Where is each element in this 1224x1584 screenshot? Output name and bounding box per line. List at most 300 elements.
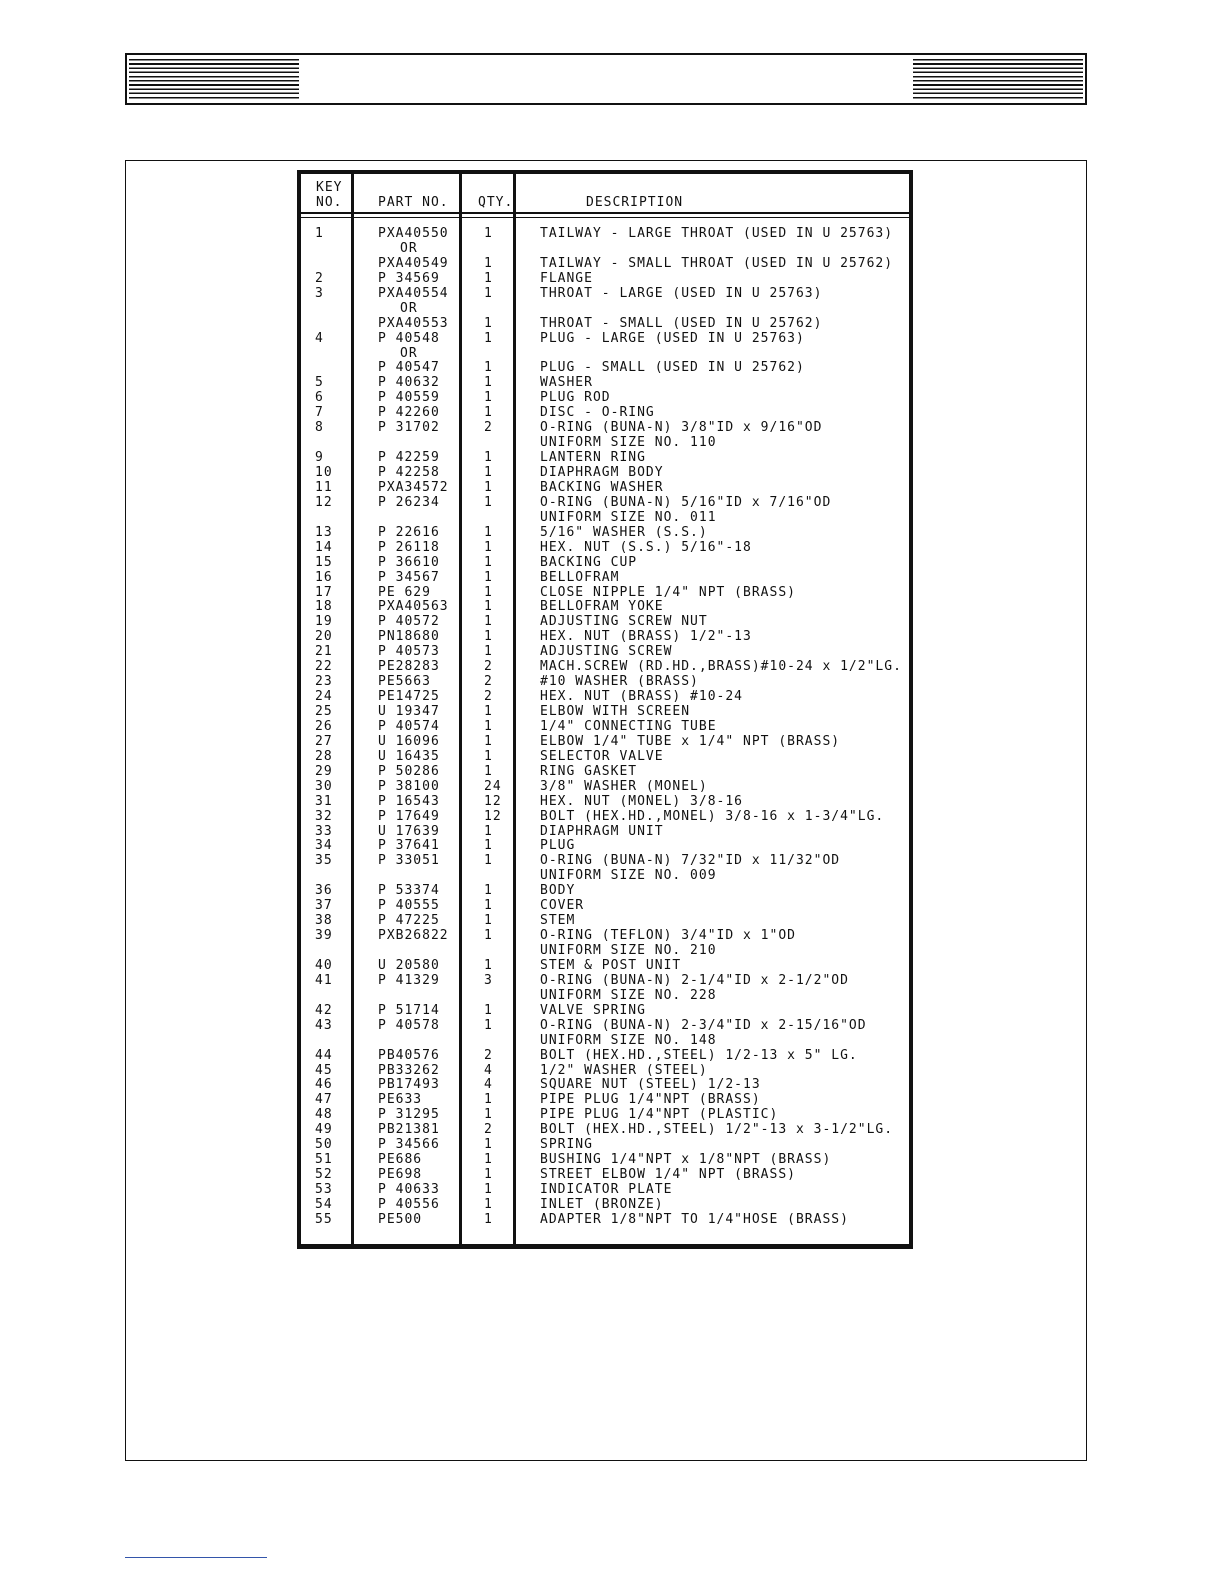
qty-cell: 1 bbox=[484, 226, 493, 241]
qty-cell: 1 bbox=[484, 823, 493, 839]
description-cell: PLUG - SMALL (USED IN U 25762) bbox=[540, 360, 805, 376]
header-stripes-left bbox=[129, 59, 299, 101]
table-row bbox=[301, 1197, 909, 1212]
qty-cell: 1 bbox=[484, 390, 493, 406]
key-cell: 26 bbox=[315, 718, 333, 734]
table-row bbox=[301, 271, 909, 286]
qty-cell: 3 bbox=[484, 972, 493, 988]
table-row bbox=[301, 659, 909, 674]
key-cell: 54 bbox=[315, 1196, 333, 1212]
table-row bbox=[301, 689, 909, 704]
table-row bbox=[301, 809, 909, 824]
part-no-cell: PE14725 bbox=[378, 689, 440, 705]
description-cell: BACKING WASHER bbox=[540, 479, 664, 495]
qty-cell: 1 bbox=[484, 733, 493, 749]
description-cell: STREET ELBOW 1/4" NPT (BRASS) bbox=[540, 1167, 796, 1183]
key-cell: 4 bbox=[315, 330, 324, 346]
part-no-cell: P 40555 bbox=[378, 898, 440, 914]
table-row bbox=[301, 838, 909, 853]
key-cell: 41 bbox=[315, 972, 333, 988]
description-cell: LANTERN RING bbox=[540, 450, 646, 466]
key-cell: 21 bbox=[315, 644, 333, 660]
table-row bbox=[301, 405, 909, 420]
qty-cell: 1 bbox=[484, 569, 493, 585]
qty-cell: 1 bbox=[484, 255, 493, 271]
table-row bbox=[301, 898, 909, 913]
table-row bbox=[301, 241, 909, 256]
description-cell: UNIFORM SIZE NO. 210 bbox=[540, 943, 717, 958]
description-cell: 1/2" WASHER (STEEL) bbox=[540, 1062, 708, 1078]
table-row bbox=[301, 913, 909, 928]
description-cell: BOLT (HEX.HD.,STEEL) 1/2"-13 x 3-1/2"LG. bbox=[540, 1122, 894, 1138]
key-cell: 6 bbox=[315, 390, 324, 406]
description-cell: MACH.SCREW (RD.HD.,BRASS)#10-24 x 1/2"LG. bbox=[540, 659, 902, 675]
part-no-cell: P 26234 bbox=[378, 494, 440, 510]
key-cell: 28 bbox=[315, 748, 333, 764]
key-cell: 43 bbox=[315, 1017, 333, 1033]
part-no-cell: PE686 bbox=[378, 1152, 423, 1168]
part-no-cell: P 42258 bbox=[378, 465, 440, 480]
part-no-cell: P 34567 bbox=[378, 569, 440, 585]
part-no-cell: PXA40554 bbox=[378, 285, 449, 301]
table-row bbox=[301, 764, 909, 779]
part-no-cell: P 41329 bbox=[378, 972, 440, 988]
table-row bbox=[301, 973, 909, 988]
table-row bbox=[301, 390, 909, 405]
table-row bbox=[301, 346, 909, 361]
table-row bbox=[301, 495, 909, 510]
part-no-cell: P 17649 bbox=[378, 808, 440, 824]
description-cell: THROAT - SMALL (USED IN U 25762) bbox=[540, 315, 823, 331]
description-cell: BELLOFRAM bbox=[540, 569, 620, 585]
description-cell: HEX. NUT (MONEL) 3/8-16 bbox=[540, 793, 744, 809]
description-cell: TAILWAY - LARGE THROAT (USED IN U 25763) bbox=[540, 226, 894, 241]
description-cell: O-RING (BUNA-N) 3/8"ID x 9/16"OD bbox=[540, 420, 823, 436]
qty-cell: 2 bbox=[484, 1122, 493, 1138]
table-row bbox=[301, 555, 909, 570]
part-no-cell: P 40633 bbox=[378, 1182, 440, 1197]
or-label: OR bbox=[400, 240, 418, 256]
table-row bbox=[301, 1003, 909, 1018]
table-row bbox=[301, 301, 909, 316]
part-no-cell: PE 629 bbox=[378, 584, 431, 600]
table-row bbox=[301, 958, 909, 973]
key-cell: 40 bbox=[315, 957, 333, 973]
or-label: OR bbox=[400, 345, 418, 361]
part-no-cell: P 40574 bbox=[378, 718, 440, 734]
header-description: DESCRIPTION bbox=[586, 195, 684, 210]
part-no-cell: P 31295 bbox=[378, 1107, 440, 1123]
table-row bbox=[301, 719, 909, 734]
description-cell: ADJUSTING SCREW NUT bbox=[540, 614, 708, 630]
qty-cell: 1 bbox=[484, 270, 493, 286]
qty-cell: 1 bbox=[484, 1092, 493, 1108]
qty-cell: 1 bbox=[484, 330, 493, 346]
description-cell: BOLT (HEX.HD.,STEEL) 1/2-13 x 5" LG. bbox=[540, 1047, 858, 1063]
qty-cell: 12 bbox=[484, 808, 502, 824]
part-no-cell: PB17493 bbox=[378, 1077, 440, 1093]
description-cell: BUSHING 1/4"NPT x 1/8"NPT (BRASS) bbox=[540, 1152, 832, 1168]
key-cell: 49 bbox=[315, 1122, 333, 1138]
description-cell: CLOSE NIPPLE 1/4" NPT (BRASS) bbox=[540, 584, 796, 600]
part-no-cell: P 40632 bbox=[378, 375, 440, 391]
description-cell: VALVE SPRING bbox=[540, 1002, 646, 1018]
description-cell: STEM & POST UNIT bbox=[540, 957, 682, 973]
description-cell: INLET (BRONZE) bbox=[540, 1196, 664, 1212]
description-cell: SELECTOR VALVE bbox=[540, 748, 664, 764]
header-stripes-right bbox=[913, 59, 1083, 101]
key-cell: 8 bbox=[315, 420, 324, 436]
key-cell: 27 bbox=[315, 733, 333, 749]
qty-cell: 1 bbox=[484, 928, 493, 944]
description-cell: BODY bbox=[540, 883, 576, 899]
qty-cell: 1 bbox=[484, 718, 493, 734]
qty-cell: 1 bbox=[484, 704, 493, 719]
qty-cell: 1 bbox=[484, 1002, 493, 1018]
qty-cell: 1 bbox=[484, 285, 493, 301]
part-no-cell: PXB26822 bbox=[378, 928, 449, 944]
key-cell: 23 bbox=[315, 674, 333, 690]
part-no-cell: U 20580 bbox=[378, 957, 440, 973]
description-cell: UNIFORM SIZE NO. 110 bbox=[540, 435, 717, 451]
qty-cell: 2 bbox=[484, 1047, 493, 1063]
description-cell: UNIFORM SIZE NO. 228 bbox=[540, 987, 717, 1003]
table-row bbox=[301, 226, 909, 241]
description-cell: PLUG bbox=[540, 838, 576, 854]
qty-cell: 12 bbox=[484, 793, 502, 809]
key-cell: 42 bbox=[315, 1002, 333, 1018]
description-cell: SPRING bbox=[540, 1137, 593, 1153]
key-cell: 55 bbox=[315, 1211, 333, 1227]
key-cell: 30 bbox=[315, 778, 333, 794]
qty-cell: 1 bbox=[484, 539, 493, 555]
table-row bbox=[301, 1092, 909, 1107]
description-cell: COVER bbox=[540, 898, 585, 914]
qty-cell: 1 bbox=[484, 315, 493, 331]
part-no-cell: P 50286 bbox=[378, 763, 440, 779]
qty-cell: 1 bbox=[484, 450, 493, 466]
key-cell: 44 bbox=[315, 1047, 333, 1063]
description-cell: O-RING (BUNA-N) 2-3/4"ID x 2-15/16"OD bbox=[540, 1017, 867, 1033]
header-key-no bbox=[316, 180, 342, 210]
qty-cell: 1 bbox=[484, 644, 493, 660]
table-row bbox=[301, 674, 909, 689]
key-cell: 24 bbox=[315, 689, 333, 705]
description-cell: ELBOW WITH SCREEN bbox=[540, 704, 691, 719]
table-row bbox=[301, 629, 909, 644]
key-cell: 48 bbox=[315, 1107, 333, 1123]
part-no-cell: P 37641 bbox=[378, 838, 440, 854]
key-cell: 7 bbox=[315, 405, 324, 421]
part-no-cell: PB33262 bbox=[378, 1062, 440, 1078]
part-no-cell: PXA40550 bbox=[378, 226, 449, 241]
part-no-cell: P 33051 bbox=[378, 853, 440, 869]
key-cell: 45 bbox=[315, 1062, 333, 1078]
qty-cell: 1 bbox=[484, 1107, 493, 1123]
qty-cell: 1 bbox=[484, 465, 493, 480]
qty-cell: 1 bbox=[484, 584, 493, 600]
part-no-cell: PN18680 bbox=[378, 629, 440, 645]
description-cell: #10 WASHER (BRASS) bbox=[540, 674, 699, 690]
qty-cell: 1 bbox=[484, 1182, 493, 1197]
description-cell: TAILWAY - SMALL THROAT (USED IN U 25762) bbox=[540, 255, 894, 271]
table-row bbox=[301, 570, 909, 585]
key-cell: 39 bbox=[315, 928, 333, 944]
description-cell: DIAPHRAGM BODY bbox=[540, 465, 664, 480]
description-cell: ADJUSTING SCREW bbox=[540, 644, 673, 660]
part-no-cell: P 26118 bbox=[378, 539, 440, 555]
qty-cell: 2 bbox=[484, 674, 493, 690]
part-no-cell: P 42260 bbox=[378, 405, 440, 421]
qty-cell: 1 bbox=[484, 494, 493, 510]
part-no-cell: P 40573 bbox=[378, 644, 440, 660]
table-row bbox=[301, 779, 909, 794]
table-row bbox=[301, 794, 909, 809]
description-cell: UNIFORM SIZE NO. 148 bbox=[540, 1032, 717, 1048]
header-qty: QTY. bbox=[478, 195, 514, 210]
table-row bbox=[301, 1167, 909, 1182]
key-cell: 10 bbox=[315, 465, 333, 480]
parts-list-table bbox=[297, 170, 913, 1249]
table-row bbox=[301, 1077, 909, 1092]
qty-cell: 1 bbox=[484, 629, 493, 645]
key-cell: 12 bbox=[315, 494, 333, 510]
part-no-cell: P 40572 bbox=[378, 614, 440, 630]
parts-list-rows bbox=[301, 226, 909, 1227]
key-cell: 9 bbox=[315, 450, 324, 466]
part-no-cell: P 22616 bbox=[378, 524, 440, 540]
description-cell: DISC - O-RING bbox=[540, 405, 655, 421]
description-cell: BELLOFRAM YOKE bbox=[540, 599, 664, 615]
description-cell: BOLT (HEX.HD.,MONEL) 3/8-16 x 1-3/4"LG. bbox=[540, 808, 885, 824]
key-cell: 51 bbox=[315, 1152, 333, 1168]
table-row bbox=[301, 286, 909, 301]
key-cell: 29 bbox=[315, 763, 333, 779]
key-cell: 50 bbox=[315, 1137, 333, 1153]
table-row bbox=[301, 1182, 909, 1197]
key-cell: 22 bbox=[315, 659, 333, 675]
description-cell: ELBOW 1/4" TUBE x 1/4" NPT (BRASS) bbox=[540, 733, 841, 749]
table-row bbox=[301, 256, 909, 271]
qty-cell: 1 bbox=[484, 1017, 493, 1033]
qty-cell: 1 bbox=[484, 1196, 493, 1212]
description-cell: 1/4" CONNECTING TUBE bbox=[540, 718, 717, 734]
table-row bbox=[301, 1033, 909, 1048]
qty-cell: 2 bbox=[484, 659, 493, 675]
header-divider bbox=[301, 212, 909, 218]
qty-cell: 4 bbox=[484, 1077, 493, 1093]
table-row bbox=[301, 704, 909, 719]
table-row bbox=[301, 510, 909, 525]
description-cell: DIAPHRAGM UNIT bbox=[540, 823, 664, 839]
table-row bbox=[301, 749, 909, 764]
table-row bbox=[301, 525, 909, 540]
description-cell: O-RING (BUNA-N) 7/32"ID x 11/32"OD bbox=[540, 853, 841, 869]
table-row bbox=[301, 824, 909, 839]
description-cell: RING GASKET bbox=[540, 763, 638, 779]
key-cell: 3 bbox=[315, 285, 324, 301]
table-row bbox=[301, 316, 909, 331]
key-cell: 25 bbox=[315, 704, 333, 719]
part-no-cell: P 40578 bbox=[378, 1017, 440, 1033]
part-no-cell: PXA34572 bbox=[378, 479, 449, 495]
part-no-cell: P 38100 bbox=[378, 778, 440, 794]
qty-cell: 2 bbox=[484, 689, 493, 705]
header-key-line2: NO. bbox=[316, 195, 343, 210]
description-cell: SQUARE NUT (STEEL) 1/2-13 bbox=[540, 1077, 761, 1093]
table-row bbox=[301, 540, 909, 555]
table-row bbox=[301, 331, 909, 346]
description-cell: THROAT - LARGE (USED IN U 25763) bbox=[540, 285, 823, 301]
part-no-cell: P 16543 bbox=[378, 793, 440, 809]
key-cell: 13 bbox=[315, 524, 333, 540]
table-row bbox=[301, 585, 909, 600]
table-row bbox=[301, 599, 909, 614]
description-cell: HEX. NUT (S.S.) 5/16"-18 bbox=[540, 539, 752, 555]
table-row bbox=[301, 1018, 909, 1033]
key-cell: 35 bbox=[315, 853, 333, 869]
key-cell: 19 bbox=[315, 614, 333, 630]
part-no-cell: PB21381 bbox=[378, 1122, 440, 1138]
description-cell: PIPE PLUG 1/4"NPT (PLASTIC) bbox=[540, 1107, 779, 1123]
key-cell: 31 bbox=[315, 793, 333, 809]
description-cell: O-RING (BUNA-N) 5/16"ID x 7/16"OD bbox=[540, 494, 832, 510]
qty-cell: 1 bbox=[484, 554, 493, 570]
key-cell: 32 bbox=[315, 808, 333, 824]
qty-cell: 1 bbox=[484, 360, 493, 376]
part-no-cell: P 36610 bbox=[378, 554, 440, 570]
or-label: OR bbox=[400, 300, 418, 316]
part-no-cell: U 16435 bbox=[378, 748, 440, 764]
table-row bbox=[301, 1107, 909, 1122]
part-no-cell: U 16096 bbox=[378, 733, 440, 749]
key-cell: 36 bbox=[315, 883, 333, 899]
key-cell: 37 bbox=[315, 898, 333, 914]
key-cell: 46 bbox=[315, 1077, 333, 1093]
part-no-cell: P 34566 bbox=[378, 1137, 440, 1153]
key-cell: 47 bbox=[315, 1092, 333, 1108]
description-cell: INDICATOR PLATE bbox=[540, 1182, 673, 1197]
table-row bbox=[301, 375, 909, 390]
qty-cell: 1 bbox=[484, 405, 493, 421]
part-no-cell: U 17639 bbox=[378, 823, 440, 839]
description-cell: BACKING CUP bbox=[540, 554, 638, 570]
description-cell: WASHER bbox=[540, 375, 593, 391]
qty-cell: 1 bbox=[484, 748, 493, 764]
qty-cell: 4 bbox=[484, 1062, 493, 1078]
part-no-cell: P 53374 bbox=[378, 883, 440, 899]
qty-cell: 1 bbox=[484, 913, 493, 929]
qty-cell: 2 bbox=[484, 420, 493, 436]
description-cell: O-RING (TEFLON) 3/4"ID x 1"OD bbox=[540, 928, 796, 944]
key-cell: 52 bbox=[315, 1167, 333, 1183]
table-row bbox=[301, 480, 909, 495]
table-row bbox=[301, 1152, 909, 1167]
key-cell: 14 bbox=[315, 539, 333, 555]
description-cell: 3/8" WASHER (MONEL) bbox=[540, 778, 708, 794]
part-no-cell: PE698 bbox=[378, 1167, 423, 1183]
qty-cell: 1 bbox=[484, 763, 493, 779]
description-cell: 5/16" WASHER (S.S.) bbox=[540, 524, 708, 540]
header-part-no: PART NO. bbox=[378, 195, 449, 210]
qty-cell: 1 bbox=[484, 898, 493, 914]
footer-rule bbox=[125, 1557, 267, 1558]
table-row bbox=[301, 734, 909, 749]
description-cell: O-RING (BUNA-N) 2-1/4"ID x 2-1/2"OD bbox=[540, 972, 849, 988]
part-no-cell: P 34569 bbox=[378, 270, 440, 286]
table-row bbox=[301, 1212, 909, 1227]
part-no-cell: PE633 bbox=[378, 1092, 423, 1108]
description-cell: ADAPTER 1/8"NPT TO 1/4"HOSE (BRASS) bbox=[540, 1211, 849, 1227]
qty-cell: 1 bbox=[484, 1211, 493, 1227]
table-row bbox=[301, 928, 909, 943]
page-header-bar bbox=[125, 53, 1087, 105]
table-row bbox=[301, 450, 909, 465]
qty-cell: 1 bbox=[484, 883, 493, 899]
key-cell: 2 bbox=[315, 270, 324, 286]
table-row bbox=[301, 883, 909, 898]
key-cell: 20 bbox=[315, 629, 333, 645]
table-row bbox=[301, 465, 909, 480]
part-no-cell: P 47225 bbox=[378, 913, 440, 929]
description-cell: FLANGE bbox=[540, 270, 593, 286]
part-no-cell: P 40556 bbox=[378, 1196, 440, 1212]
qty-cell: 1 bbox=[484, 957, 493, 973]
header-key-line1: KEY bbox=[316, 180, 343, 195]
part-no-cell: PXA40563 bbox=[378, 599, 449, 615]
part-no-cell: P 51714 bbox=[378, 1002, 440, 1018]
table-row bbox=[301, 420, 909, 435]
key-cell: 33 bbox=[315, 823, 333, 839]
part-no-cell: P 40559 bbox=[378, 390, 440, 406]
description-cell: UNIFORM SIZE NO. 009 bbox=[540, 868, 717, 884]
description-cell: STEM bbox=[540, 913, 576, 929]
key-cell: 17 bbox=[315, 584, 333, 600]
qty-cell: 1 bbox=[484, 853, 493, 869]
key-cell: 5 bbox=[315, 375, 324, 391]
key-cell: 18 bbox=[315, 599, 333, 615]
description-cell: UNIFORM SIZE NO. 011 bbox=[540, 509, 717, 525]
key-cell: 1 bbox=[315, 226, 324, 241]
key-cell: 16 bbox=[315, 569, 333, 585]
qty-cell: 1 bbox=[484, 524, 493, 540]
part-no-cell: PE28283 bbox=[378, 659, 440, 675]
part-no-cell: PXA40549 bbox=[378, 255, 449, 271]
part-no-cell: PB40576 bbox=[378, 1047, 440, 1063]
part-no-cell: PE5663 bbox=[378, 674, 431, 690]
part-no-cell: U 19347 bbox=[378, 704, 440, 719]
part-no-cell: PXA40553 bbox=[378, 315, 449, 331]
table-row bbox=[301, 943, 909, 958]
qty-cell: 1 bbox=[484, 1167, 493, 1183]
qty-cell: 1 bbox=[484, 1137, 493, 1153]
key-cell: 53 bbox=[315, 1182, 333, 1197]
table-row bbox=[301, 360, 909, 375]
table-row bbox=[301, 1137, 909, 1152]
key-cell: 38 bbox=[315, 913, 333, 929]
qty-cell: 1 bbox=[484, 479, 493, 495]
description-cell: HEX. NUT (BRASS) #10-24 bbox=[540, 689, 744, 705]
qty-cell: 1 bbox=[484, 1152, 493, 1168]
description-cell: PIPE PLUG 1/4"NPT (BRASS) bbox=[540, 1092, 761, 1108]
description-cell: PLUG ROD bbox=[540, 390, 611, 406]
part-no-cell: P 40547 bbox=[378, 360, 440, 376]
part-no-cell: P 40548 bbox=[378, 330, 440, 346]
part-no-cell: P 42259 bbox=[378, 450, 440, 466]
table-row bbox=[301, 435, 909, 450]
key-cell: 11 bbox=[315, 479, 333, 495]
part-no-cell: P 31702 bbox=[378, 420, 440, 436]
